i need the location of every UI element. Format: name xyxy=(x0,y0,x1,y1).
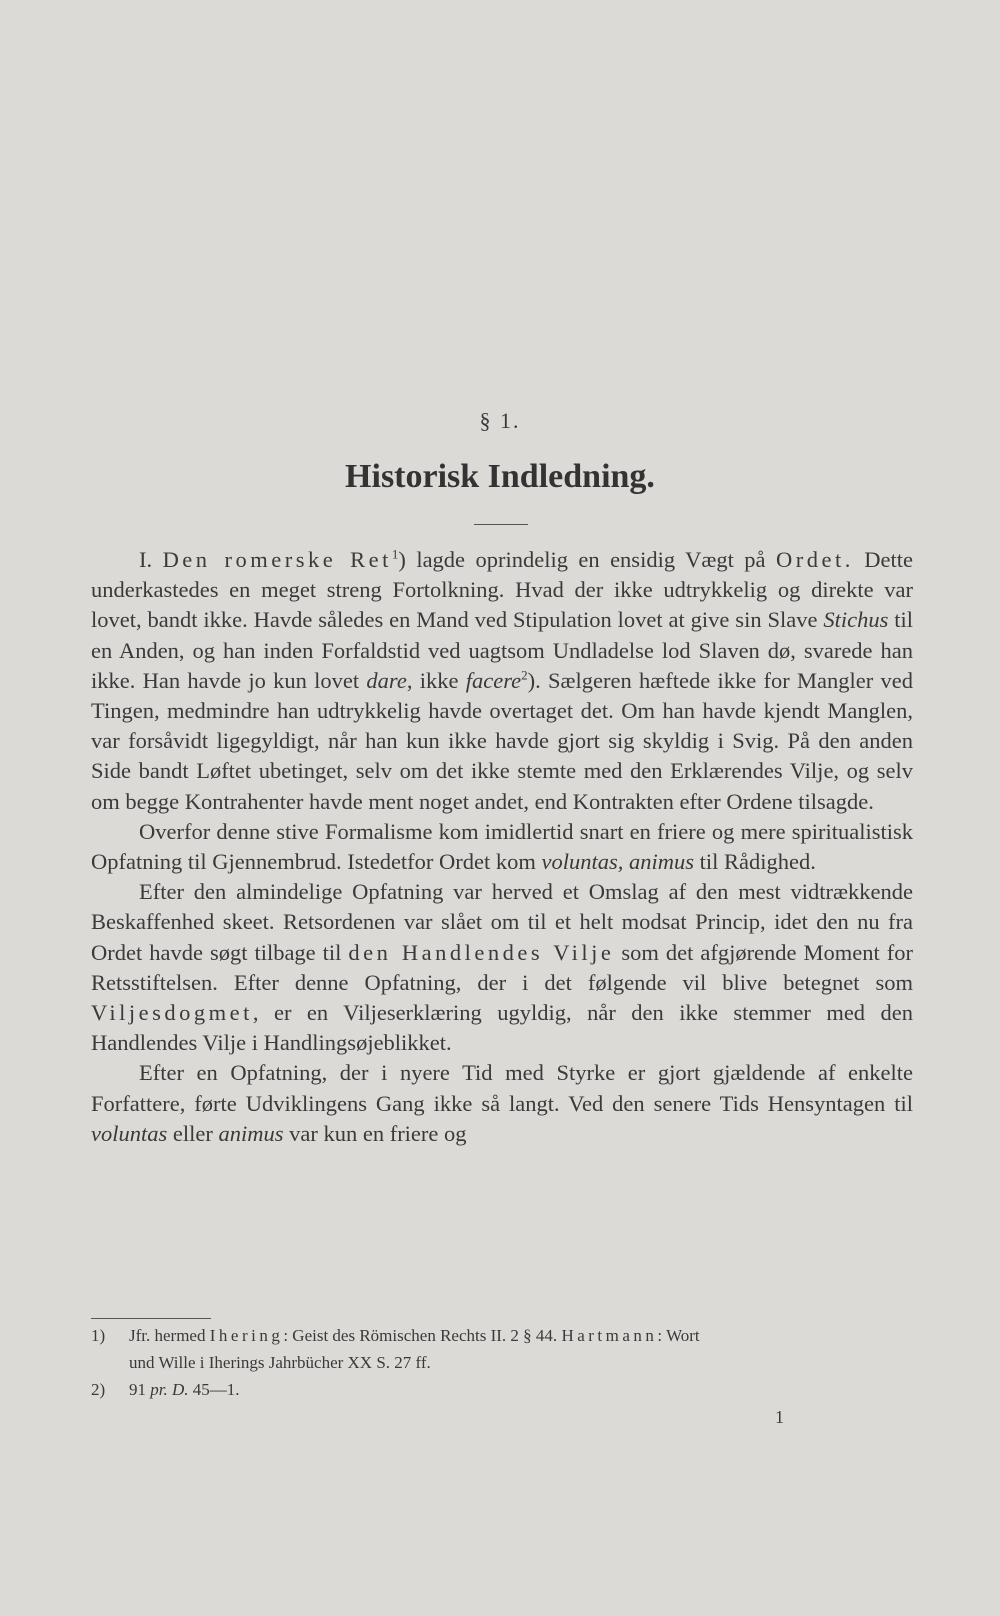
italic-term: facere xyxy=(465,667,522,693)
spaced-term: den Handlendes Vilje xyxy=(348,939,615,965)
text-run: ) lagde oprindelig en ensidig Vægt på xyxy=(398,547,776,572)
text-run: , ikke xyxy=(406,667,466,693)
footnote-ref: 2 xyxy=(521,667,528,683)
paragraph-2 xyxy=(91,817,913,877)
text-run: som det afgjørende Moment for Retsstiftelsen. Efter denne Opfatning, der i det følgende vil blive betegnet som xyxy=(91,939,914,995)
italic-term: animus xyxy=(218,1120,284,1146)
text-run: ). Sælgeren hæftede ikke for Mangler ved Tingen, medmindre han udtrykkelig havde overtaget det. Om han havde kjendt Manglen, var forsåvidt ligegyldigt, når han kun ikke havde gjort sig skyldig i Svig. På den anden Side bandt Løftet ubetinget, selv om det ikke stemte med den Erklærendes Vilje, og selv om begge Kontrahenter havde ment noget andet, end Kontrakten efter Ordene tilsagde. xyxy=(91,667,914,814)
footnote-divider xyxy=(91,1318,211,1319)
text-run: I. xyxy=(139,547,163,572)
italic-term: voluntas, animus xyxy=(541,849,695,875)
chapter-title: Historisk Indledning. xyxy=(345,458,655,495)
italic-term: dare xyxy=(366,667,407,693)
paragraph-3 xyxy=(91,877,913,1058)
paragraph-1 xyxy=(91,545,913,817)
text-run: Jfr. hermed xyxy=(129,1326,210,1345)
text-run: Efter en Opfatning, der i nyere Tid med Styrke er gjort gjældende af enkelte Forfattere, førte Udviklingens Gang ikke så langt. Ved den senere Tids Hensyntagen til xyxy=(91,1060,913,1116)
footnote-1-continued: und Wille i Iherings Jahrbücher XX S. 27 ff. xyxy=(129,1353,431,1372)
italic-term: pr. D. xyxy=(150,1380,189,1399)
footnote-ref: 1 xyxy=(391,546,399,562)
spaced-term: Ihering xyxy=(209,1326,284,1345)
spaced-term: Hartmann xyxy=(561,1326,658,1345)
body-text xyxy=(91,545,913,1149)
text-run: til en Anden, og han inden Forfaldstid ved uagtsom Undladelse lod Slaven dø, svarede han ikke. Han havde jo kun lovet xyxy=(91,607,913,693)
title-divider xyxy=(474,524,528,525)
section-number: § 1. xyxy=(479,408,521,433)
text-run: Overfor denne stive Formalisme kom imidlertid snart en friere og mere spiritualistisk Opfatning til Gjennembrud. Istedetfor Ordet kom xyxy=(91,818,913,875)
text-run: eller xyxy=(167,1120,219,1146)
spaced-term: Viljesdogmet xyxy=(91,1000,253,1026)
footnotes xyxy=(91,1322,913,1403)
italic-term: Stichus xyxy=(823,607,889,633)
paragraph-4 xyxy=(91,1058,913,1149)
text-run: var kun en friere og xyxy=(283,1120,467,1146)
page-number: 1 xyxy=(775,1407,784,1427)
footnote-1 xyxy=(91,1322,913,1349)
text-run: til Rådighed. xyxy=(694,849,816,875)
footnote-2 xyxy=(91,1376,913,1403)
italic-term: voluntas xyxy=(91,1120,168,1146)
text-run: 91 xyxy=(129,1380,151,1399)
text-run: , er en Viljeserklæring ugyldig, når den ikke stemmer med den Handlendes Vilje i Handlingsøjeblikket. xyxy=(91,1000,913,1056)
footnote-mark: 2) xyxy=(91,1380,106,1399)
text-run: Efter den almindelige Opfatning var herved et Omslag af den mest vidtrækkende Beskaffenhed skeet. Retsordenen var slået om til et helt modsat Princip, idet den nu fra Ordet havde søgt tilbage til xyxy=(91,879,913,965)
spaced-term: Ordet. xyxy=(775,547,854,572)
text-run: 45—1. xyxy=(188,1380,240,1399)
text-run: : Geist des Römischen Rechts II. 2 § 44. xyxy=(283,1326,562,1345)
text-run: : Wort xyxy=(657,1326,700,1345)
text-run: Dette underkastedes en meget streng Fortolkning. Hvad der ikke udtrykkelig og direkte var lovet, bandt ikke. Havde således en Mand ved Stipulation lovet at give sin Slave xyxy=(91,547,913,633)
footnote-mark: 1) xyxy=(91,1326,106,1345)
spaced-term: Den romerske Ret xyxy=(162,547,392,572)
